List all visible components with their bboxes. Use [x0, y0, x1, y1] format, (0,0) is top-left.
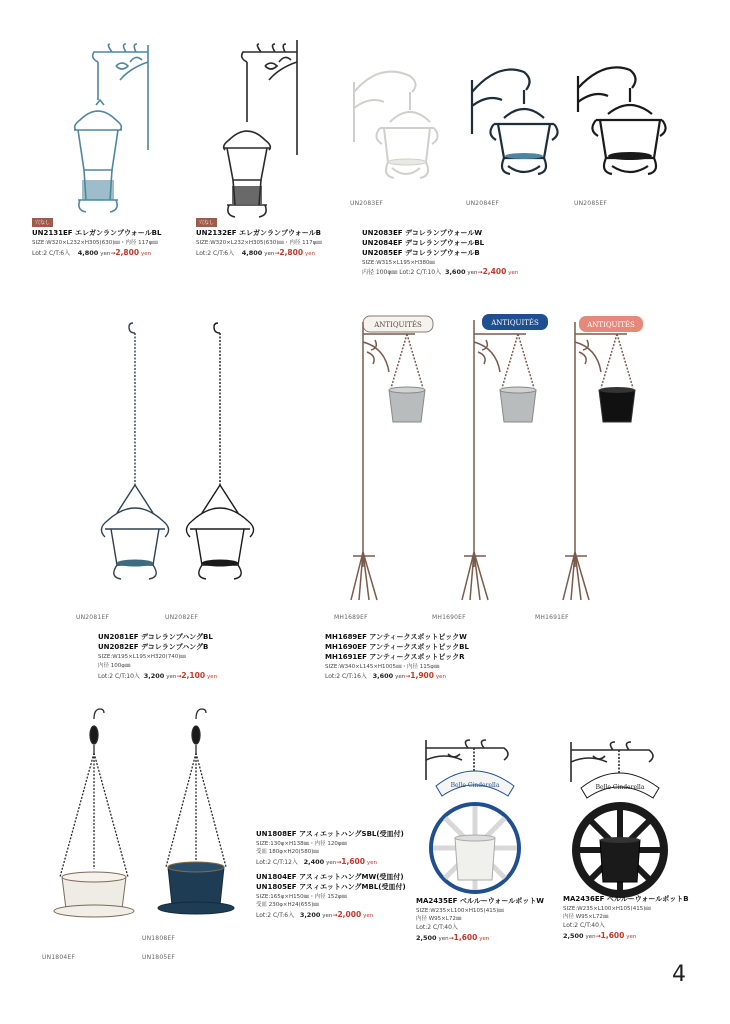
- product-image-mh1690ef: [452, 312, 552, 604]
- product-image-un2132ef: [205, 40, 305, 220]
- product-name: UN1808EF アスィエットハングSBL(受皿付): [256, 830, 404, 838]
- product-inner-size: 内径 W95×L72㎜: [563, 914, 609, 920]
- new-price: 1,600: [600, 931, 625, 940]
- product-saucer-size: 受皿 180φ×H20(580)㎜: [256, 849, 319, 855]
- yen-unit: yen: [305, 251, 316, 257]
- lot-ct: Lot:2 C/T:6入: [256, 912, 295, 919]
- product-code: MH1689EF: [334, 614, 368, 621]
- yen-unit: yen: [585, 934, 596, 940]
- lot-ct: Lot:2 C/T:40入: [563, 922, 605, 929]
- product-code: UN1804EF: [42, 954, 75, 961]
- product-image-un1805ef: [152, 705, 242, 925]
- product-image-un2131ef: [60, 40, 160, 220]
- sign-text: Belle Cinderella: [595, 784, 645, 791]
- sign-text: ANTIQUITÉS: [587, 321, 635, 329]
- yen-unit: yen: [264, 251, 275, 257]
- arrow: →: [176, 673, 182, 680]
- product-name: UN2081EF デコレランプハングBL: [98, 633, 213, 641]
- lot-ct: Lot:2 C/T:16入: [325, 673, 367, 680]
- old-price: 3,200: [143, 672, 165, 680]
- yen-unit: yen: [626, 934, 637, 940]
- product-size: SIZE:W320×L232×H305(630)㎜・内径 117φ㎜: [196, 240, 322, 246]
- arrow: →: [274, 250, 280, 257]
- product-code: UN2084EF: [466, 200, 499, 207]
- yen-unit: yen: [479, 936, 490, 942]
- arrow: →: [332, 912, 338, 919]
- page-number: 4: [672, 962, 686, 987]
- product-price-line: [256, 910, 373, 921]
- yen-unit: yen: [438, 936, 449, 942]
- product-price-line: [98, 671, 217, 682]
- old-price: 4,800: [241, 249, 263, 257]
- product-lot: [416, 923, 458, 933]
- product-name: MH1689EF アンティークスポットピックW: [325, 633, 467, 641]
- lot-ct: Lot:2 C/T:6入: [32, 250, 71, 257]
- no-hole-tag: 穴なし: [32, 218, 53, 227]
- product-image-mh1691ef: [555, 312, 655, 604]
- yen-unit: yen: [363, 913, 374, 919]
- product-name: UN2082EF デコレランプハングB: [98, 643, 209, 651]
- lot-ct: 内径 100φ㎜ Lot:2 C/T:10入: [362, 269, 442, 276]
- product-name: MA2436EF ベルルーウォールポットB: [563, 895, 689, 903]
- product-code: MH1691EF: [535, 614, 569, 621]
- product-code: UN2083EF: [350, 200, 383, 207]
- yen-unit: yen: [508, 270, 519, 276]
- arrow: →: [477, 269, 483, 276]
- product-price-line: [325, 671, 446, 682]
- product-image-mh1689ef: [345, 312, 445, 604]
- product-name: UN1804EF アスィエットハングMW(受皿付): [256, 873, 404, 881]
- product-price-line: [256, 857, 377, 868]
- new-price: 2,100: [181, 671, 206, 680]
- sign-text: Belle Cinderella: [450, 782, 500, 789]
- arrow: →: [405, 673, 411, 680]
- lot-ct: Lot:2 C/T:10入: [98, 673, 140, 680]
- product-name: MH1690EF アンティークスポットピックBL: [325, 643, 469, 651]
- yen-unit: yen: [166, 674, 177, 680]
- product-image-ma2435ef: [418, 738, 533, 898]
- product-size: SIZE:W235×L100×H105(415)㎜: [416, 908, 504, 914]
- product-code: MH1690EF: [432, 614, 466, 621]
- product-size: SIZE:W315×L195×H380㎜: [362, 260, 436, 266]
- product-size: SIZE:W235×L100×H105(415)㎜: [563, 906, 651, 912]
- product-price-line: [362, 267, 518, 278]
- yen-unit: yen: [207, 674, 218, 680]
- sign-text: ANTIQUITÉS: [491, 319, 539, 327]
- new-price: 2,400: [482, 267, 507, 276]
- product-image-un1804ef: [50, 705, 140, 925]
- lot-ct: Lot:2 C/T:6入: [196, 250, 235, 257]
- new-price: 2,000: [337, 910, 362, 919]
- sign-text: ANTIQUITÉS: [374, 321, 422, 329]
- product-name: UN2131EF エレガンランプウォールBL: [32, 229, 162, 237]
- arrow: →: [336, 859, 342, 866]
- yen-unit: yen: [366, 860, 378, 866]
- product-size: SIZE:W340×L145×H1005㎜・内径 115φ㎜: [325, 664, 440, 670]
- yen-unit: yen: [322, 913, 333, 919]
- product-code: UN1808EF: [142, 935, 175, 942]
- product-name: UN2132EF エレガンランプウォールB: [196, 229, 321, 237]
- yen-unit: yen: [100, 251, 111, 257]
- product-saucer-size: 受皿 230φ×H24(655)㎜: [256, 902, 319, 908]
- old-price: 2,400: [303, 858, 325, 866]
- old-price: 3,200: [299, 911, 321, 919]
- arrow: →: [595, 933, 601, 940]
- no-hole-tag: 穴なし: [196, 218, 217, 227]
- product-code: UN2081EF: [76, 614, 109, 621]
- new-price: 2,800: [115, 248, 140, 257]
- product-name: UN2084EF デコレランプウォールBL: [362, 239, 485, 247]
- product-name: MA2435EF ベルルーウォールポットW: [416, 897, 544, 905]
- yen-unit: yen: [141, 251, 152, 257]
- old-price: 2,500: [563, 932, 584, 940]
- lot-ct: Lot:2 C/T:12入: [256, 859, 298, 866]
- new-price: 1,600: [453, 933, 478, 942]
- product-price-line: [196, 248, 315, 259]
- product-image-un2085ef: [572, 62, 672, 192]
- product-lot: [563, 921, 605, 931]
- old-price: 2,500: [416, 934, 437, 942]
- new-price: 1,600: [341, 857, 365, 866]
- product-code: UN2085EF: [574, 200, 607, 207]
- yen-unit: yen: [395, 674, 406, 680]
- product-inner-size: 内径 100φ㎜: [98, 663, 131, 669]
- product-inner-size: 内径 W95×L72㎜: [416, 916, 462, 922]
- product-price-line: [416, 933, 489, 944]
- old-price: 3,600: [444, 268, 466, 276]
- product-image-un2082ef: [180, 325, 260, 585]
- product-image-un2081ef: [95, 325, 175, 585]
- product-code: UN2082EF: [165, 614, 198, 621]
- product-size: SIZE:W320×L232×H305(630)㎜・内径 117φ㎜: [32, 240, 158, 246]
- product-code: UN1805EF: [142, 954, 175, 961]
- product-size: SIZE:130φ×H138㎜・内径 120φ㎜: [256, 841, 347, 847]
- product-size: SIZE:W195×L195×H320(740)㎜: [98, 654, 186, 660]
- yen-unit: yen: [435, 674, 447, 680]
- product-name: UN2083EF デコレランプウォールW: [362, 229, 483, 237]
- arrow: →: [110, 250, 116, 257]
- yen-unit: yen: [326, 860, 337, 866]
- product-price-line: [32, 248, 151, 259]
- product-name: UN1805EF アスィエットハングMBL(受皿付): [256, 883, 406, 891]
- product-size: SIZE:165φ×H150㎜・内径 152φ㎜: [256, 894, 347, 900]
- old-price: 3,600: [372, 672, 394, 680]
- product-image-un2083ef: [350, 62, 440, 192]
- new-price: 1,900: [410, 671, 434, 680]
- new-price: 2,800: [279, 248, 304, 257]
- product-image-ma2436ef: [563, 740, 678, 900]
- product-name: MH1691EF アンティークスポットピックR: [325, 653, 465, 661]
- product-name: UN2085EF デコレランプウォールB: [362, 249, 480, 257]
- old-price: 4,800: [77, 249, 99, 257]
- product-price-line: [563, 931, 636, 942]
- lot-ct: Lot:2 C/T:40入: [416, 924, 458, 931]
- arrow: →: [448, 935, 454, 942]
- product-image-un2084ef: [468, 62, 558, 192]
- yen-unit: yen: [467, 270, 478, 276]
